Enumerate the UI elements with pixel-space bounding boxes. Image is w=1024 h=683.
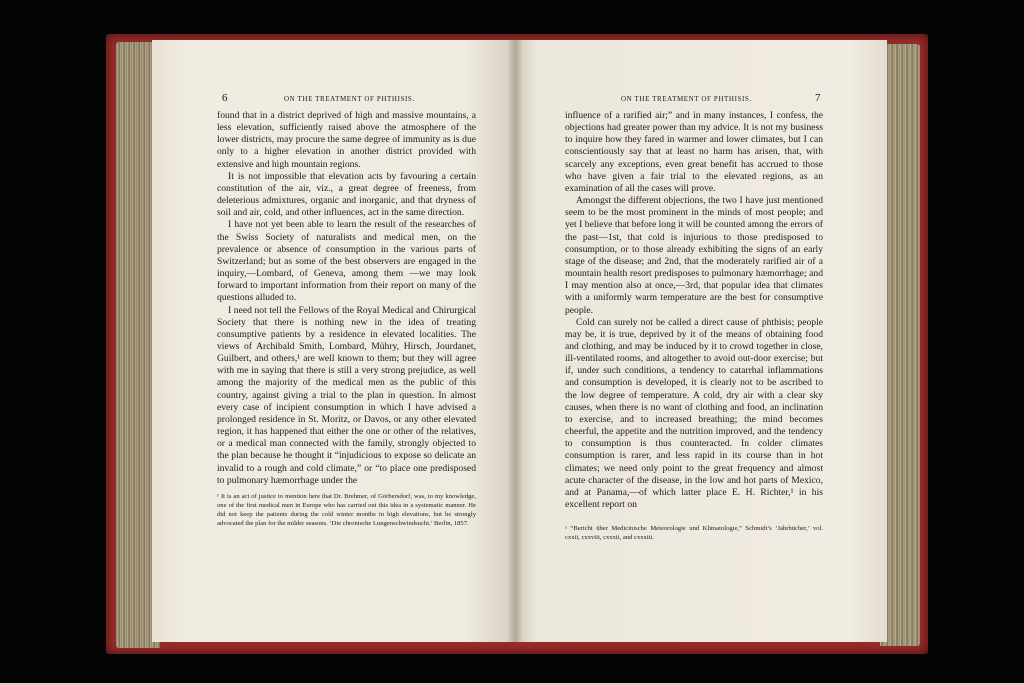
- footnote-left: ¹ It is an act of justice to mention here that Dr. Brehmer, of Görbersdorf, was, to my knowledge, one of the first medical men in Europe who has carried out this idea in a systematic manner. He did not keep the patients during the cold winter months in high elevations, but he strongly advocated the plan for the milder seasons. ‘Die chronische Lungenschwindsucht.’ Berlin, 1857.: [217, 493, 476, 528]
- paragraph: It is not impossible that elevation acts by favouring a certain constitution of the air, viz., a great degree of freeness, from deleterious admixtures, organic and inorganic, and that dryness of soil and air, cold, and other influences, act in the same direction.: [217, 170, 476, 219]
- paragraph: I have not yet been able to learn the result of the researches of the Swiss Society of naturalists and medical men, on the prevalence or absence of consumption in the various parts of Switzerland; but as some of the best observers are engaged in the inquiry,—Lombard, of Geneva, among them —we may look forward to important information from their report on many of the questions alluded to.: [217, 219, 476, 304]
- paragraph: Amongst the different objections, the two I have just mentioned seem to be the most prominent in the minds of most people; and yet I believe that before long it will be counted among the errors of the past—1st, that cold is injurious to those predisposed to consumption, or to those already exhibiting the signs of an early stage of the disease; and 2nd, that the moderately rarified air of a mountain health resort predisposes to pulmonary hæmorrhage; and I may mention also at once,—3rd, that popular idea that climates with a uniformly warm temperature are the best for consumptive people.: [565, 195, 823, 316]
- right-page-body: [565, 110, 823, 511]
- left-page-body: [217, 110, 476, 487]
- paragraph: found that in a district deprived of high and massive mountains, a less elevation, sufficiently raised above the atmosphere of the lower districts, may procure the same degree of immunity as is due only to a higher elevation in another district provided with extensive and high mountain regions.: [217, 110, 476, 170]
- right-page-header: [515, 92, 887, 104]
- right-page: [515, 40, 887, 642]
- paragraph: I need not tell the Fellows of the Royal Medical and Chirurgical Society that there is nothing new in the idea of treating consumptive patients by a residence in elevated localities. The views of Archibald Smith, Lombard, Mühry, Hirsch, Jourdanet, Guilbert, and others,¹ are well known to them; but they will agree with me in saying that there is still a very strong prejudice, as well among the majority of the medical men as the public of this country, against giving a trial to the plan in question. In almost every case of incipient consumption in which I have advised a prolonged residence in St. Moritz, or Davos, or any other elevated region, it has happened that either the one or other of the relatives, or a medical man connected with the family, strongly objected to the plan because he thought it “injudicious to expose so delicate an invalid to a rough and cold climate,” or “to place one predisposed to pulmonary hæmorrhage under the: [217, 304, 476, 486]
- book-gutter: [508, 40, 522, 642]
- paragraph: influence of a rarified air;” and in many instances, I confess, the objections had greater power than my advice. It is not my business to inquire how they fared in warmer and lower climates, but I can conscientiously say that at least no harm has arisen, that, with scarcely any exceptions, even great benefit has accrued to those who have given a fair trial to the elevated regions, as an examination of all the cases will prove.: [565, 110, 823, 194]
- page-number-left: 6: [222, 92, 228, 104]
- running-title-right: ON THE TREATMENT OF PHTHISIS.: [621, 95, 752, 103]
- footnote-right: ¹ “Bericht über Medicinische Meteorologie und Klimatologie,” Schmidt’s ‘Jahrbücher,’ vol. cxxii, cxxviii, cxxxii, and cxxxiii.: [565, 525, 823, 542]
- left-page-header: [152, 92, 515, 104]
- left-page: [152, 40, 515, 642]
- paragraph: Cold can surely not be called a direct cause of phthisis; people may be, it is true, deprived by it of the means of obtaining food and clothing, and may be induced by it to crowd together in close, ill-ventilated rooms, and altogether to avoid out-door exercise; but if, under such conditions, a tendency to catarrhal inflammations and consumption is developed, it is clearly not to be ascribed to the low degree of temperature. A cold, dry air with a clear sky causes, when there is no want of clothing and food, an inclination to exercise, and to increased breathing; the mind becomes cheerful, the appetite and the nutrition improved, and the tendency to consumption is thus counteracted. In colder climates consumption is rarer, and less rapid in its course than in hot climates; we need only point to the great frequency and almost acute character of the disease, in the low and hot parts of Mexico, and at Panama,—of which latter place E. H. Richter,¹ in his excellent report on: [565, 316, 823, 510]
- running-title-left: ON THE TREATMENT OF PHTHISIS.: [284, 95, 415, 103]
- page-number-right: 7: [815, 92, 821, 104]
